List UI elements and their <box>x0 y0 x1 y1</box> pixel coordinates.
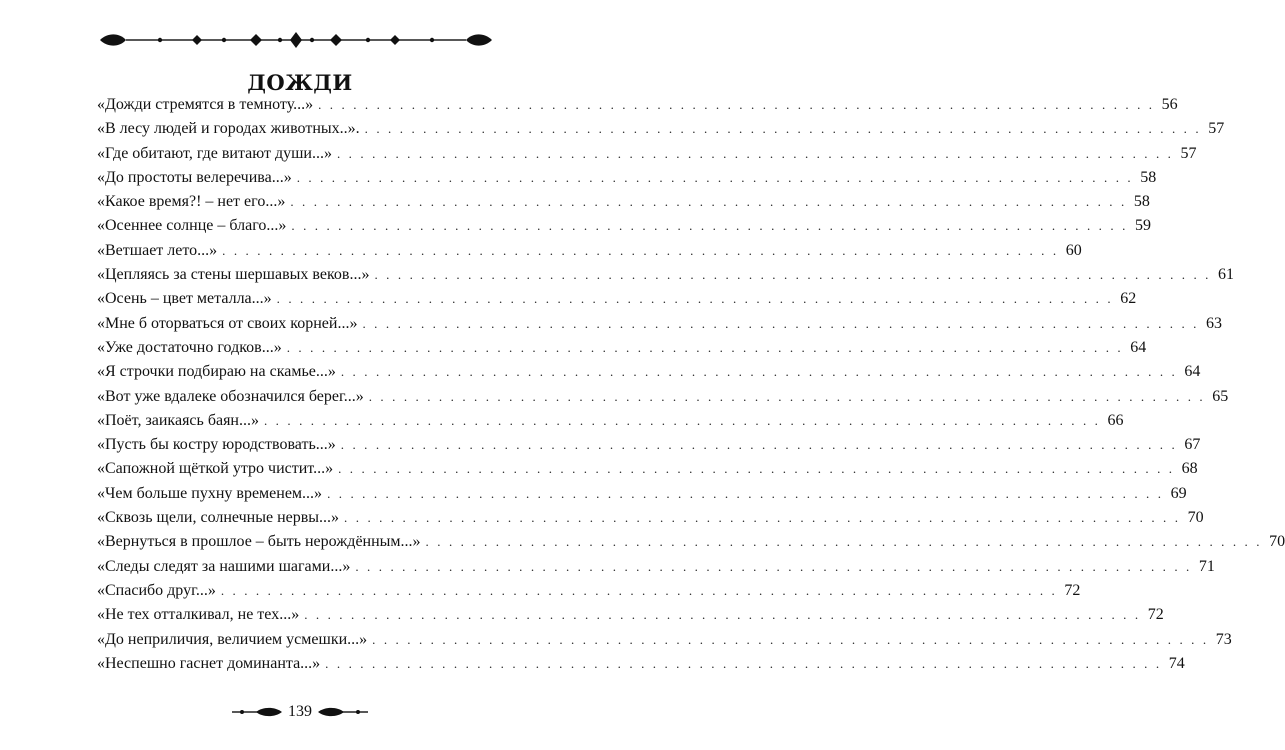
toc-entry-page: 57 <box>1208 120 1225 138</box>
toc-entry-page: 61 <box>1218 266 1235 284</box>
toc-entry-title: «В лесу людей и городах животных..». <box>97 120 360 138</box>
toc-entry-page: 57 <box>1180 144 1197 162</box>
table-of-contents <box>97 93 1285 676</box>
toc-entry <box>97 166 1157 190</box>
dot-leader: . . . . . . . . . . . . . . . . . . . . . . . . . . . . . . . . . . . . . . . . . . . . . . . . . . . . . . . . . . . . . . . . . . . . . . . . <box>344 510 1181 526</box>
toc-entry-page: 67 <box>1184 436 1201 454</box>
dot-leader: . . . . . . . . . . . . . . . . . . . . . . . . . . . . . . . . . . . . . . . . . . . . . . . . . . . . . . . . . . . . . . . . . . . . . . . . <box>286 339 1124 355</box>
toc-entry <box>97 457 1198 481</box>
toc-entry <box>97 530 1285 554</box>
toc-entry-page: 58 <box>1140 168 1157 186</box>
toc-entry-page: 72 <box>1147 606 1164 624</box>
toc-entry <box>97 506 1204 530</box>
toc-entry-page: 69 <box>1170 484 1187 502</box>
toc-entry-page: 64 <box>1130 338 1147 356</box>
dot-leader: . . . . . . . . . . . . . . . . . . . . . . . . . . . . . . . . . . . . . . . . . . . . . . . . . . . . . . . . . . . . . . . . . . . . . . . . <box>364 121 1202 137</box>
toc-entry-title: «Осень – цвет металла...» <box>97 290 272 308</box>
toc-entry-page: 59 <box>1134 217 1151 235</box>
toc-entry <box>97 214 1151 238</box>
toc-entry-title: «Уже достаточно годков...» <box>97 338 282 356</box>
dot-leader: . . . . . . . . . . . . . . . . . . . . . . . . . . . . . . . . . . . . . . . . . . . . . . . . . . . . . . . . . . . . . . . . . . . . . . . . <box>372 631 1209 647</box>
toc-entry-title: «Какое время?! – нет его...» <box>97 193 286 211</box>
toc-entry-page: 63 <box>1206 314 1223 332</box>
toc-entry <box>97 579 1081 603</box>
toc-entry <box>97 628 1232 652</box>
toc-entry-page: 68 <box>1181 460 1198 478</box>
dot-leader: . . . . . . . . . . . . . . . . . . . . . . . . . . . . . . . . . . . . . . . . . . . . . . . . . . . . . . . . . . . . . . . . . . . . . . . . <box>296 169 1134 185</box>
dot-leader: . . . . . . . . . . . . . . . . . . . . . . . . . . . . . . . . . . . . . . . . . . . . . . . . . . . . . . . . . . . . . . . . . . . . . . . . <box>222 242 1059 258</box>
dot-leader: . . . . . . . . . . . . . . . . . . . . . . . . . . . . . . . . . . . . . . . . . . . . . . . . . . . . . . . . . . . . . . . . . . . . . . . . <box>425 534 1263 550</box>
dot-leader: . . . . . . . . . . . . . . . . . . . . . . . . . . . . . . . . . . . . . . . . . . . . . . . . . . . . . . . . . . . . . . . . . . . . . . . . <box>340 364 1178 380</box>
toc-entry-page: 71 <box>1198 557 1215 575</box>
toc-entry <box>97 603 1164 627</box>
dot-leader: . . . . . . . . . . . . . . . . . . . . . . . . . . . . . . . . . . . . . . . . . . . . . . . . . . . . . . . . . . . . . . . . . . . . . . . . <box>318 97 1155 112</box>
dot-leader: . . . . . . . . . . . . . . . . . . . . . . . . . . . . . . . . . . . . . . . . . . . . . . . . . . . . . . . . . . . . . . . . . . . . . . . . <box>368 388 1206 404</box>
toc-entry <box>97 239 1082 263</box>
dot-leader: . . . . . . . . . . . . . . . . . . . . . . . . . . . . . . . . . . . . . . . . . . . . . . . . . . . . . . . . . . . . . . . . . . . . . . . . <box>340 437 1178 453</box>
toc-entry-title: «Мне б оторваться от своих корней...» <box>97 314 358 332</box>
toc-entry-title: «Сквозь щели, солнечные нервы...» <box>97 509 340 527</box>
toc-entry <box>97 360 1201 384</box>
toc-entry <box>97 142 1197 166</box>
dot-leader: . . . . . . . . . . . . . . . . . . . . . . . . . . . . . . . . . . . . . . . . . . . . . . . . . . . . . . . . . . . . . . . . . . . . . . . . <box>304 607 1141 623</box>
toc-entry-title: «Чем больше пухну временем...» <box>97 484 323 502</box>
dot-leader: . . . . . . . . . . . . . . . . . . . . . . . . . . . . . . . . . . . . . . . . . . . . . . . . . . . . . . . . . . . . . . . . . . . . . . . . <box>325 655 1162 671</box>
toc-entry-title: «Дожди стремятся в темноту...» <box>97 96 314 113</box>
toc-entry <box>97 263 1235 287</box>
toc-entry-page: 58 <box>1133 193 1150 211</box>
dot-leader: . . . . . . . . . . . . . . . . . . . . . . . . . . . . . . . . . . . . . . . . . . . . . . . . . . . . . . . . . . . . . . . . . . . . . . . . <box>374 267 1212 283</box>
toc-entry-title: «Сапожной щёткой утро чистит...» <box>97 460 334 478</box>
toc-entry-page: 62 <box>1120 290 1137 308</box>
dot-leader: . . . . . . . . . . . . . . . . . . . . . . . . . . . . . . . . . . . . . . . . . . . . . . . . . . . . . . . . . . . . . . . . . . . . . . . . <box>362 315 1200 331</box>
toc-entry <box>97 652 1185 676</box>
toc-entry-title: «Спасибо друг...» <box>97 581 216 599</box>
toc-entry <box>97 287 1137 311</box>
right-footer-ornament-icon <box>318 705 368 719</box>
toc-entry <box>97 93 1178 117</box>
toc-entry-page: 70 <box>1269 533 1285 551</box>
toc-entry-title: «Где обитают, где витают души...» <box>97 144 332 162</box>
dot-leader: . . . . . . . . . . . . . . . . . . . . . . . . . . . . . . . . . . . . . . . . . . . . . . . . . . . . . . . . . . . . . . . . . . . . . . . . <box>263 412 1101 428</box>
toc-entry-page: 65 <box>1212 387 1229 405</box>
toc-entry-title: «Я строчки подбираю на скамье...» <box>97 363 336 381</box>
toc-entry-page: 73 <box>1215 630 1232 648</box>
toc-entry-page: 66 <box>1107 411 1124 429</box>
page-footer <box>0 700 600 724</box>
section-title: ДОЖДИ <box>247 70 353 95</box>
toc-entry-title: «Цепляясь за стены шершавых веков...» <box>97 266 370 284</box>
toc-entry-title: «До простоты велеречива...» <box>97 168 292 186</box>
toc-entry <box>97 385 1229 409</box>
toc-entry-title: «Следы следят за нашими шагами...» <box>97 557 351 575</box>
toc-entry-page: 60 <box>1065 241 1082 259</box>
toc-entry-page: 64 <box>1184 363 1201 381</box>
toc-entry-page: 56 <box>1161 96 1178 113</box>
dot-leader: . . . . . . . . . . . . . . . . . . . . . . . . . . . . . . . . . . . . . . . . . . . . . . . . . . . . . . . . . . . . . . . . . . . . . . . . <box>355 558 1192 574</box>
left-footer-ornament-icon <box>232 705 282 719</box>
top-ornament-divider-icon <box>100 28 492 52</box>
dot-leader: . . . . . . . . . . . . . . . . . . . . . . . . . . . . . . . . . . . . . . . . . . . . . . . . . . . . . . . . . . . . . . . . . . . . . . . . <box>327 485 1164 501</box>
toc-entry-title: «Пусть бы костру юродствовать...» <box>97 436 336 454</box>
dot-leader: . . . . . . . . . . . . . . . . . . . . . . . . . . . . . . . . . . . . . . . . . . . . . . . . . . . . . . . . . . . . . . . . . . . . . . . . <box>336 145 1174 161</box>
toc-entry <box>97 190 1150 214</box>
toc-entry-title: «Вот уже вдалеке обозначился берег...» <box>97 387 364 405</box>
dot-leader: . . . . . . . . . . . . . . . . . . . . . . . . . . . . . . . . . . . . . . . . . . . . . . . . . . . . . . . . . . . . . . . . . . . . . . . . <box>276 291 1114 307</box>
dot-leader: . . . . . . . . . . . . . . . . . . . . . . . . . . . . . . . . . . . . . . . . . . . . . . . . . . . . . . . . . . . . . . . . . . . . . . . . <box>220 582 1058 598</box>
dot-leader: . . . . . . . . . . . . . . . . . . . . . . . . . . . . . . . . . . . . . . . . . . . . . . . . . . . . . . . . . . . . . . . . . . . . . . . . <box>290 194 1127 210</box>
toc-entry-title: «Поёт, заикаясь баян...» <box>97 411 259 429</box>
toc-entry-page: 74 <box>1168 654 1185 672</box>
toc-entry-title: «До неприличия, величием усмешки...» <box>97 630 368 648</box>
toc-entry-title: «Не тех отталкивал, не тех...» <box>97 606 300 624</box>
toc-entry-title: «Неспешно гаснет доминанта...» <box>97 654 321 672</box>
toc-entry-title: «Осеннее солнце – благо...» <box>97 217 287 235</box>
toc-entry-page: 70 <box>1187 509 1204 527</box>
toc-entry <box>97 312 1223 336</box>
toc-entry-page: 72 <box>1064 581 1081 599</box>
page-number: 139 <box>288 703 312 720</box>
toc-entry <box>97 433 1201 457</box>
toc-entry <box>97 482 1187 506</box>
toc-entry-title: «Ветшает лето...» <box>97 241 218 259</box>
toc-entry <box>97 555 1215 579</box>
toc-entry <box>97 336 1147 360</box>
dot-leader: . . . . . . . . . . . . . . . . . . . . . . . . . . . . . . . . . . . . . . . . . . . . . . . . . . . . . . . . . . . . . . . . . . . . . . . . <box>338 461 1175 477</box>
toc-entry <box>97 117 1225 141</box>
toc-entry <box>97 409 1124 433</box>
dot-leader: . . . . . . . . . . . . . . . . . . . . . . . . . . . . . . . . . . . . . . . . . . . . . . . . . . . . . . . . . . . . . . . . . . . . . . . . <box>291 218 1128 234</box>
toc-entry-title: «Вернуться в прошлое – быть нерождённым...» <box>97 533 421 551</box>
